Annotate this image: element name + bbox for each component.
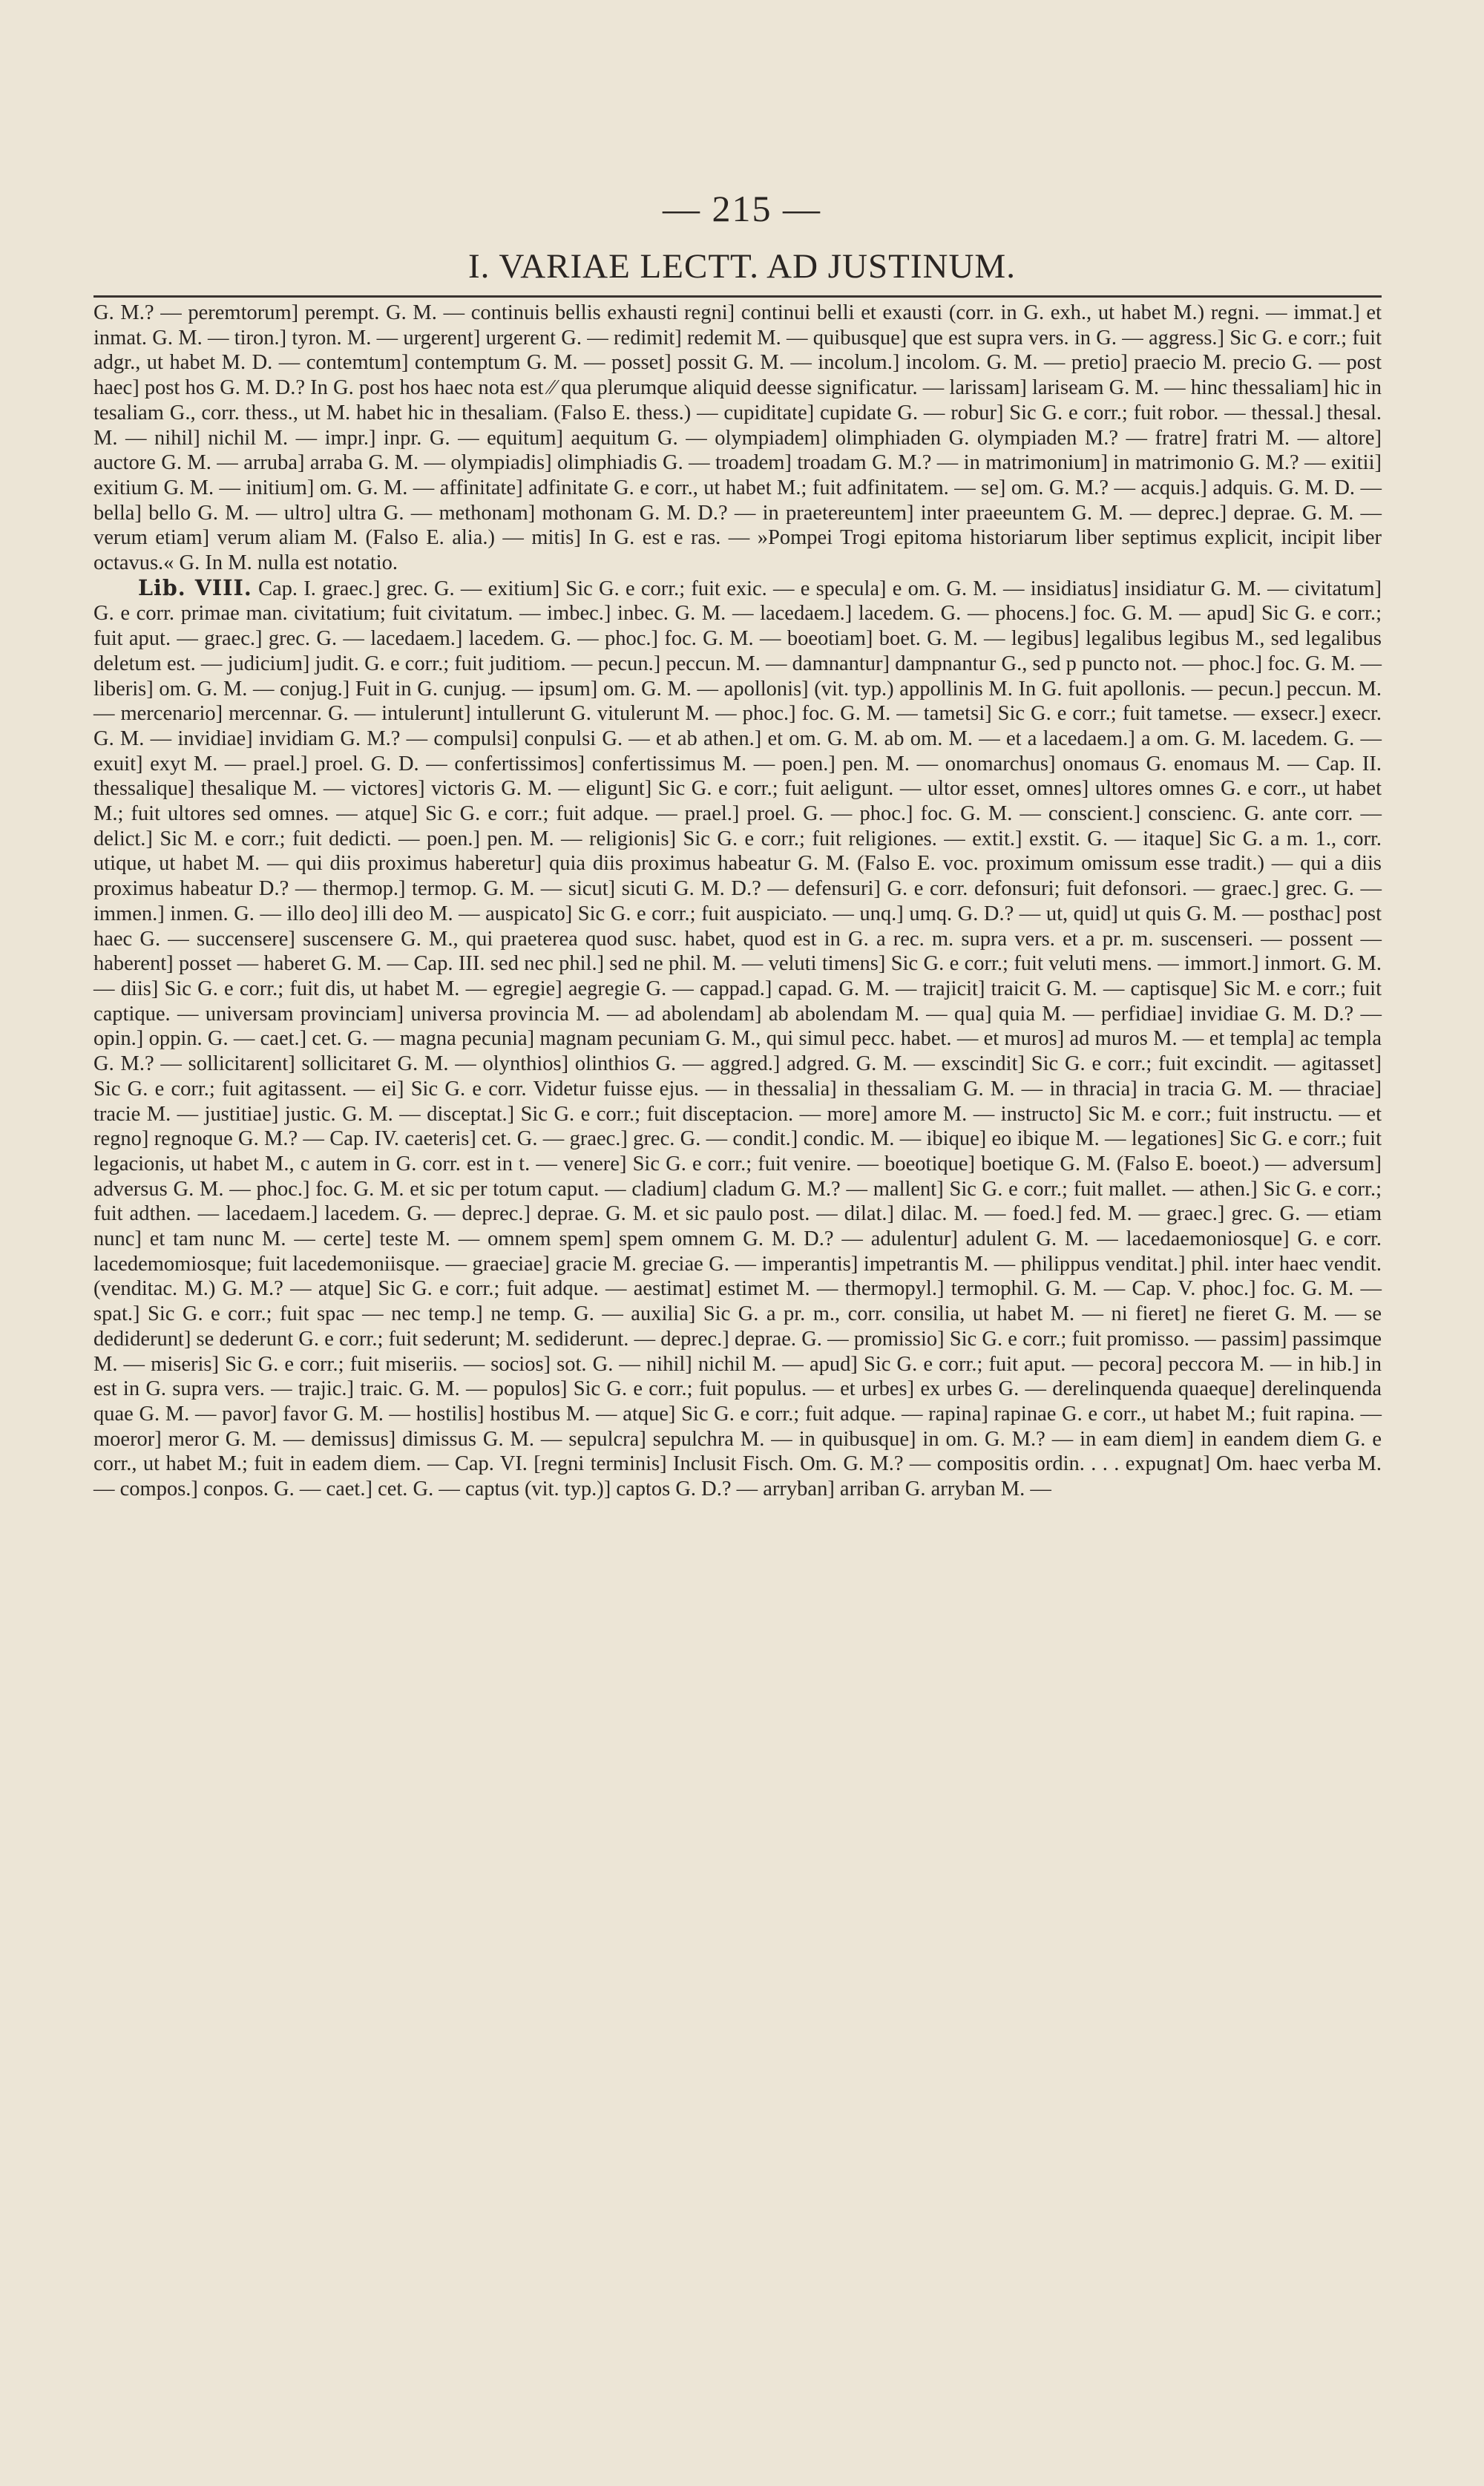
book-viii-text: Cap. I. graec.] grec. G. — exitium] Sic G. e corr.; fuit exic. — e specula] e om. G. M. — insidiatus] insidiatur G. M. — civitatum] G. e corr. primae man. civitatium; fuit civitatum. — imbec.] inbec. G. M. — lacedaem.] lacedem. G. — phocens.] foc. G. M. — apud] Sic G. e corr.; fuit aput. — graec.] grec. G. — lacedaem.] lacedem. G. — phoc.] foc. G. M. — boeotiam] boet. G. M. — legibus] legalibus legibus M., sed legalibus deletum est. — judicium] judit. G. e corr.; fuit juditiom. — pecun.] peccun. M. — damnantur] dampnantur G., sed p puncto not. — phoc.] foc. G. M. — liberis] om. G. M. — conjug.] Fuit in G. cunjug. — ipsum] om. G. M. — apollonis] (vit. typ.) appollinis M. In G. fuit apollonis. — pecun.] peccun. M. — mercenario] mercennar. G. — intulerunt] intullerunt G. vitulerunt M. — phoc.] foc. G. M. — tametsi] Sic G. e corr.; fuit tametse. — exsecr.] execr. G. M. — invidiae] invidiam G. M.? — compulsi] conpulsi G. — et ab athen.] et om. G. M. ab om. M. — et a lacedaem.] a om. G. M. lacedem. G. — exuit] exyt M. — prael.] proel. G. D. — confertissimos] confertissimus M. — poen.] pen. M. — onomarchus] onomaus G. enomaus M. — Cap. II. thessalique] thesalique M. — victores] victoris G. M. — eligunt] Sic G. e corr.; fuit aeligunt. — ultor esset, omnes] ultores omnes G. e corr., ut habet M.; fuit ultores sed omnes. — atque] Sic G. e corr.; fuit adque. — prael.] proel. G. — phoc.] foc. G. M. — conscient.] conscienc. G. ante corr. — delict.] Sic M. e corr.; fuit dedicti. — poen.] pen. M. — religionis] Sic G. e corr.; fuit religiones. — extit.] exstit. G. — itaque] Sic G. a m. 1., corr. utique, ut habet M. — qui diis proximus haberetur] quia diis proximus habeatur G. M. (Falso E. voc. proximum omissum esse tradit.) — qui a diis proximus habeatur D.? — thermop.] termop. G. M. — sicut] sicuti G. M. D.? — defensuri] G. e corr. defonsuri; fuit defonsori. — graec.] grec. G. — immen.] inmen. G. — illo deo] illi deo M. — auspicato] Sic G. e corr.; fuit auspiciato. — unq.] umq. G. D.? — ut, quid] ut quis G. M. — posthac] post haec G. — succensere] suscensere G. M., qui praeterea quod susc. habet, quod est in G. a rec. m. supra vers. et a pr. m. suscenseri. — possent — haberent] posset — haberet G. M. — Cap. III. sed nec phil.] sed ne phil. M. — veluti timens] Sic G. e corr.; fuit veluti mens. — immort.] inmort. G. M. — diis] Sic G. e corr.; fuit dis, ut habet M. — egregie] aegregie G. — cappad.] capad. G. M. — trajicit] traicit G. M. — captisque] Sic M. e corr.; fuit captique. — universam provinciam] universa provincia M. — ad abolendam] ab abolendam M. — qua] quia M. — perfidiae] invidiae G. M. D.? — opin.] oppin. G. — caet.] cet. G. — magna pecunia] magnam pecuniam G. M., qui simul pecc. habet. — et muros] ad muros M. — et templa] ac templa G. M.? — sollicitarent] sollicitaret G. M. — olynthios] olinthios G. — aggred.] adgred. G. M. — exscindit] Sic G. e corr.; fuit excindit. — agitasset] Sic G. e corr.; fuit agitassent. — ei] Sic G. e corr. Videtur fuisse ejus. — in thessalia] in thessaliam G. M. — in thracia] in tracia G. M. — thraciae] tracie M. — justitiae] justic. G. M. — disceptat.] Sic G. e corr.; fuit disceptacion. — more] amore M. — instructo] Sic M. e corr.; fuit instructu. — et regno] regnoque G. M.? — Cap. IV. caeteris] cet. G. — graec.] grec. G. — condit.] condic. M. — ibique] eo ibique M. — legationes] Sic G. e corr.; fuit legacionis, ut habet M., c autem in G. corr. est in t. — venere] Sic G. e corr.; fuit venire. — boeotique] boetique G. M. (Falso E. boeot.) — adversum] adversus G. M. — phoc.] foc. G. M. et sic per totum caput. — cladium] cladum G. M.? — mallent] Sic G. e corr.; fuit mallet. — athen.] Sic G. e corr.; fuit adthen. — lacedaem.] lacedem. G. — deprec.] deprae. G. M. et sic paulo post. — dilat.] dilac. M. — foed.] fed. M. — graec.] grec. G. — etiam nunc] et tam nunc M. — certe] teste M. — omnem spem] spem omnem G. M. D.? — adulentur] adulent G. M. — lacedaemoniosque] G. e corr. lacedemomiosque; fuit lacedemoniisque. — graeciae] gracie M. greciae G. — imperantis] impetrantis M. — philippus venditat.] phil. inter haec vendit. (venditac. M.) G. M.? — atque] Sic G. e corr.; fuit adque. — aestimat] estimet M. — thermopyl.] termophil. G. M. — Cap. V. phoc.] foc. G. M. — spat.] Sic G. e corr.; fuit spac — nec temp.] ne temp. G. — auxilia] Sic G. a pr. m., corr. consilia, ut habet M. — ni fieret] ne fieret G. M. — se dediderunt] se dederunt G. e corr.; fuit sederunt; M. sediderunt. — deprec.] deprae. G. — promissio] Sic G. e corr.; fuit promisso. — passim] passimque M. — miseris] Sic G. e corr.; fuit miseriis. — socios] sot. G. — nihil] nichil M. — apud] Sic G. e corr.; fuit aput. — pecora] peccora M. — in hib.] in est in G. supra vers. — trajic.] traic. G. M. — populos] Sic G. e corr.; fuit populus. — et urbes] ex urbes G. — derelinquenda quaeque] derelinquenda quae G. M. — pavor] favor G. M. — hostilis] hostibus M. — atque] Sic G. e corr.; fuit adque. — rapina] rapinae G. e corr., ut habet M.; fuit rapina. — moeror] meror G. M. — demissus] dimissus G. M. — sepulcra] sepulchra M. — in quibusque] in om. G. M.? — in eam diem] in eandem diem G. e corr., ut habet M.; fuit in eadem diem. — Cap. VI. [regni terminis] Inclusit Fisch. Om. G. M.? — compositis ordin. . . . expugnat] Om. haec verba M. — compos.] conpos. G. — caet.] cet. G. — captus (vit. typ.)] captos G. D.? — arryban] arriban G. arryban M. — xyxy=(93,577,1382,1501)
apparatus-paragraph-book-vii: G. M.? — peremtorum] perempt. G. M. — continuis bellis exhausti regni] continui belli et exausti (corr. in G. exh., ut habet M.) regni. — immat.] et inmat. G. M. — tiron.] tyron. M. — urgerent] urgerent G. — redimit] redemit M. — quibusque] que est supra vers. in G. — aggress.] Sic G. e corr.; fuit adgr., ut habet M. D. — contemtum] contemptum G. M. — posset] possit G. M. — incolum.] incolom. G. M. — pretio] praecio M. precio G. — post haec] post hos G. M. D.? In G. post hos haec nota est ⁄⁄ qua plerumque aliquid deesse significatur. — larissam] lariseam G. M. — hinc thessaliam] hic in tesaliam G., corr. thess., ut M. habet hic in thesaliam. (Falso E. thess.) — cupiditate] cupidate G. — robur] Sic G. e corr.; fuit robor. — thessal.] thesal. M. — nihil] nichil M. — impr.] inpr. G. — equitum] aequitum G. — olympiadem] olimphiaden G. olympiaden M.? — fratre] fratri M. — altore] auctore G. M. — arruba] arraba G. M. — olympiadis] olimphiadis G. — troadem] troadam G. M.? — in matrimonium] in matrimonio G. M.? — exitii] exitium G. M. — initium] om. G. M. — affinitate] adfinitate G. e corr., ut habet M.; fuit adfinitatem. — se] om. G. M.? — acquis.] adquis. G. M. D. — bella] bello G. M. — ultro] ultra G. — methonam] mothonam G. M. D.? — in praetereuntem] inter praeeuntem G. M. — deprec.] deprae. G. M. — verum etiam] verum aliam M. (Falso E. alia.) — mitis] In G. est e ras. — »Pompei Trogi epitoma historiarum liber septimus explicit, incipit liber octavus.« G. In M. nulla est notatio. xyxy=(93,301,1382,575)
heading-rule xyxy=(93,295,1382,298)
apparatus-text xyxy=(93,301,1382,1502)
book-label: Lib. VIII. xyxy=(138,574,252,600)
apparatus-paragraph-book-viii xyxy=(93,576,1382,1502)
section-heading: I. VARIAE LECTT. AD JUSTINUM. xyxy=(468,247,1016,286)
page-number: — 215 — xyxy=(663,188,821,229)
